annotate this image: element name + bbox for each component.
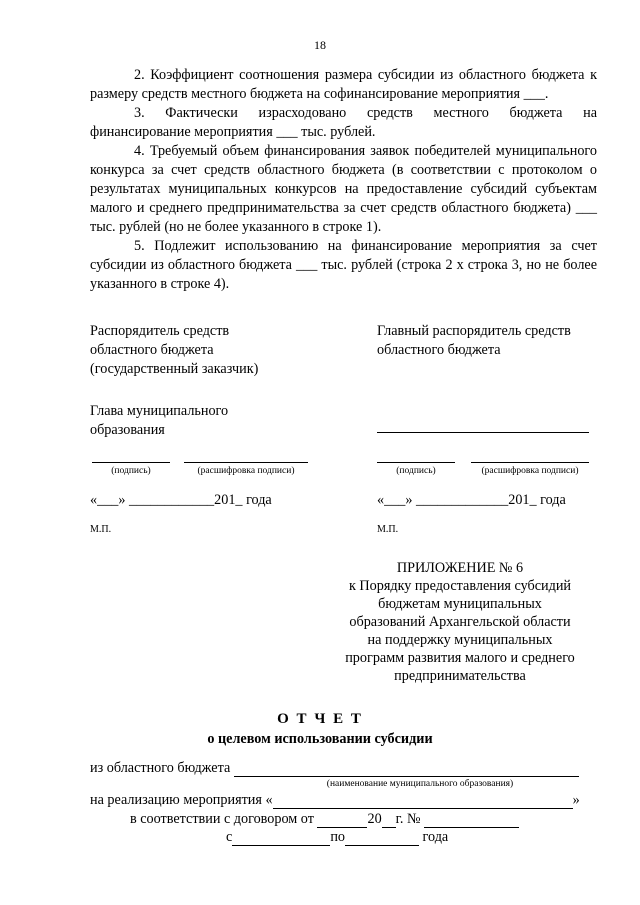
left-signature-line: [92, 462, 170, 463]
from-budget-row: [90, 760, 579, 777]
paragraph-2: 2. Коэффициент соотношения размера субсидии из областного бюджета к размеру средств местного бюджета на софинансирование мероприятия ___.: [90, 67, 597, 102]
appendix-title: ПРИЛОЖЕНИЕ № 6: [396, 560, 524, 576]
appendix-line4: на поддержку муниципальных: [367, 632, 553, 648]
contract-row: [130, 811, 519, 828]
right-name-line: [377, 432, 589, 433]
report-subtitle: о целевом использовании субсидии: [207, 731, 433, 747]
contract-number-label: г. №: [395, 811, 421, 827]
left-date: «___» ____________201_ года: [90, 492, 272, 508]
left-org-line3: (государственный заказчик): [90, 361, 259, 377]
appendix-line3: образований Архангельской области: [349, 614, 571, 630]
left-stamp-placeholder: М.П.: [90, 524, 112, 535]
municipality-caption: (наименование муниципального образования): [326, 779, 514, 789]
period-to-field[interactable]: [345, 830, 419, 846]
right-signatory: [377, 322, 571, 360]
from-budget-label: из областного бюджета: [90, 760, 231, 776]
right-org-line1: Главный распорядитель средств: [377, 323, 571, 339]
left-org-line1: Распорядитель средств: [90, 323, 230, 339]
right-stamp-placeholder: М.П.: [377, 524, 399, 535]
activity-field[interactable]: [273, 793, 573, 809]
left-signatory: [90, 322, 258, 379]
appendix-line2: бюджетам муниципальных: [378, 596, 542, 612]
contract-year: 20: [367, 811, 382, 827]
period-suffix: года: [422, 829, 449, 845]
activity-suffix: »: [572, 792, 580, 808]
period-from-label: с: [226, 829, 233, 845]
activity-row: [90, 792, 580, 809]
municipality-head: [90, 402, 228, 440]
municipality-field[interactable]: [234, 761, 579, 777]
right-org-line2: областного бюджета: [377, 342, 501, 358]
paragraph-4: 4. Требуемый объем финансирования заявок победителей муниципального конкурса за счет средств областного бюджета (в соответствии с протоколом о результатах муниципальных конкурсов на предоставление субсидий субъектам малого и среднего предпринимательства за счет средств областного бюджета) ___ тыс. рублей (но не более указанного в строке 1).: [90, 143, 597, 235]
page-number: 18: [314, 38, 326, 52]
right-signature-caption: (подпись): [396, 466, 436, 476]
contract-prefix: в соответствии с договором от: [130, 811, 314, 827]
activity-prefix: на реализацию мероприятия «: [90, 792, 273, 808]
appendix-header: [320, 559, 600, 685]
head-line2: образования: [90, 422, 165, 438]
right-date: «___» _____________201_ года: [377, 492, 566, 508]
appendix-line5: программ развития малого и среднего: [345, 650, 575, 666]
paragraph-3: 3. Фактически израсходовано средств местного бюджета на финансирование мероприятия ___ тыс. рублей.: [90, 105, 597, 140]
appendix-line6: предпринимательства: [394, 668, 526, 684]
paragraph-5: 5. Подлежит использованию на финансирование мероприятия за счет субсидии из областного бюджета ___ тыс. рублей (строка 2 х строка 3, но не более указанного в строке 4).: [90, 238, 597, 292]
report-title: О Т Ч Е Т: [277, 711, 363, 727]
body-text: [90, 66, 597, 294]
period-row: [226, 829, 448, 846]
period-to-label: по: [330, 829, 345, 845]
left-signature-caption: (подпись): [111, 466, 151, 476]
left-decoding-caption: (расшифровка подписи): [197, 466, 295, 476]
period-from-field[interactable]: [232, 830, 330, 846]
contract-number-field[interactable]: [424, 812, 519, 828]
right-decoding-caption: (расшифровка подписи): [481, 466, 579, 476]
head-line1: Глава муниципального: [90, 403, 229, 419]
left-decoding-line: [184, 462, 308, 463]
appendix-line1: к Порядку предоставления субсидий: [348, 578, 572, 594]
contract-year-field[interactable]: [382, 812, 396, 828]
right-signature-line: [377, 462, 455, 463]
right-decoding-line: [471, 462, 589, 463]
contract-date-field[interactable]: [317, 812, 367, 828]
left-org-line2: областного бюджета: [90, 342, 214, 358]
